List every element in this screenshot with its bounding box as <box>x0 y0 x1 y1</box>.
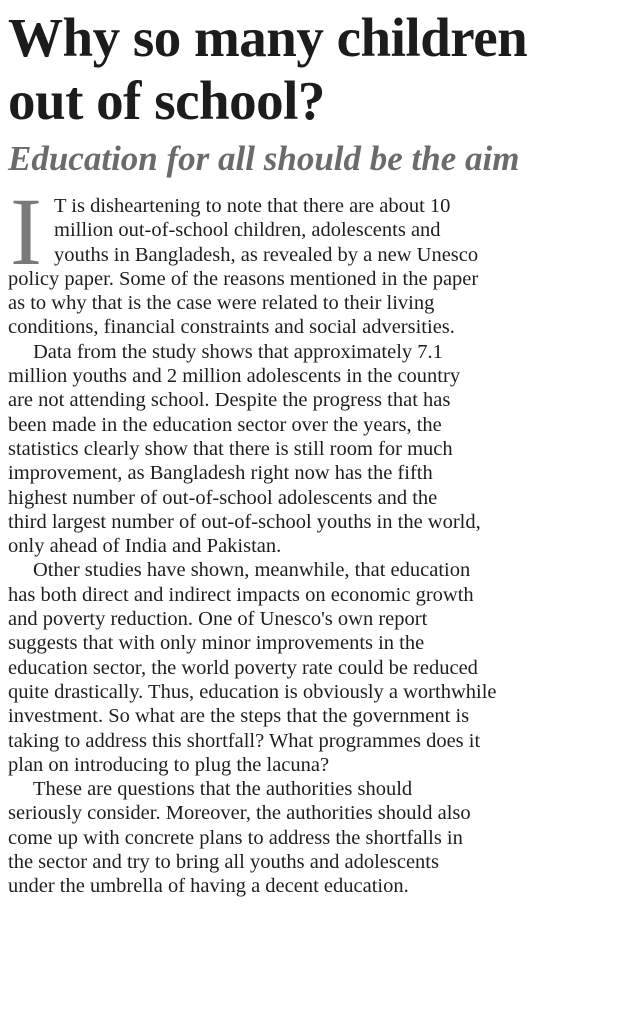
paragraph-4 <box>8 777 630 898</box>
text-line: and poverty reduction. One of Unesco's own report <box>8 608 428 631</box>
text-line: improvement, as Bangladesh right now has the fifth <box>8 462 433 485</box>
text-line: only ahead of India and Pakistan. <box>8 535 282 558</box>
text-line: come up with concrete plans to address the shortfalls in <box>8 826 463 849</box>
text-line: million youths and 2 million adolescents in the country <box>8 365 461 388</box>
text-line: quite drastically. Thus, education is obviously a worthwhile <box>8 680 497 703</box>
article <box>8 0 630 899</box>
text-line: the sector and try to bring all youths and adolescents <box>8 851 439 874</box>
headline-line: Why so many children <box>8 7 528 68</box>
text-line: Other studies have shown, meanwhile, that education <box>33 559 471 582</box>
text-line: third largest number of out-of-school youths in the world, <box>8 510 481 533</box>
text-line: These are questions that the authorities should <box>33 778 413 801</box>
text-line: been made in the education sector over the years, the <box>8 413 442 436</box>
text-line: taking to address this shortfall? What programmes does it <box>8 729 481 752</box>
text-line: education sector, the world poverty rate could be reduced <box>8 656 478 679</box>
text-line: seriously consider. Moreover, the authorities should also <box>8 802 471 825</box>
text-line: youths in Bangladesh, as revealed by a new Unesco <box>54 243 479 266</box>
text-line: million out-of-school children, adolescents and <box>54 219 441 242</box>
text-line: suggests that with only minor improvements in the <box>8 632 425 655</box>
subheadline: Education for all should be the aim <box>8 139 520 178</box>
text-line: conditions, financial constraints and social adversities. <box>8 316 455 339</box>
headline-line: out of school? <box>8 70 325 131</box>
text-line: highest number of out-of-school adolescents and the <box>8 486 438 509</box>
text-line: are not attending school. Despite the progress that has <box>8 389 451 412</box>
text-line: policy paper. Some of the reasons mentioned in the paper <box>8 267 479 290</box>
text-line: under the umbrella of having a decent education. <box>8 875 409 898</box>
paragraph-3 <box>8 558 630 777</box>
drop-cap: I <box>10 178 42 285</box>
text-line: investment. So what are the steps that the government is <box>8 705 470 728</box>
paragraph-1 <box>8 178 630 340</box>
text-line: T is disheartening to note that there are about 10 <box>54 195 451 217</box>
text-line: Data from the study shows that approximately 7.1 <box>33 340 443 363</box>
text-line: has both direct and indirect impacts on economic growth <box>8 583 474 606</box>
text-line: as to why that is the case were related to their living <box>8 292 435 315</box>
text-line: statistics clearly show that there is still room for much <box>8 437 453 460</box>
paragraph-2 <box>8 340 630 559</box>
headline <box>8 0 630 132</box>
article-body <box>8 178 630 899</box>
text-line: plan on introducing to plug the lacuna? <box>8 753 330 776</box>
